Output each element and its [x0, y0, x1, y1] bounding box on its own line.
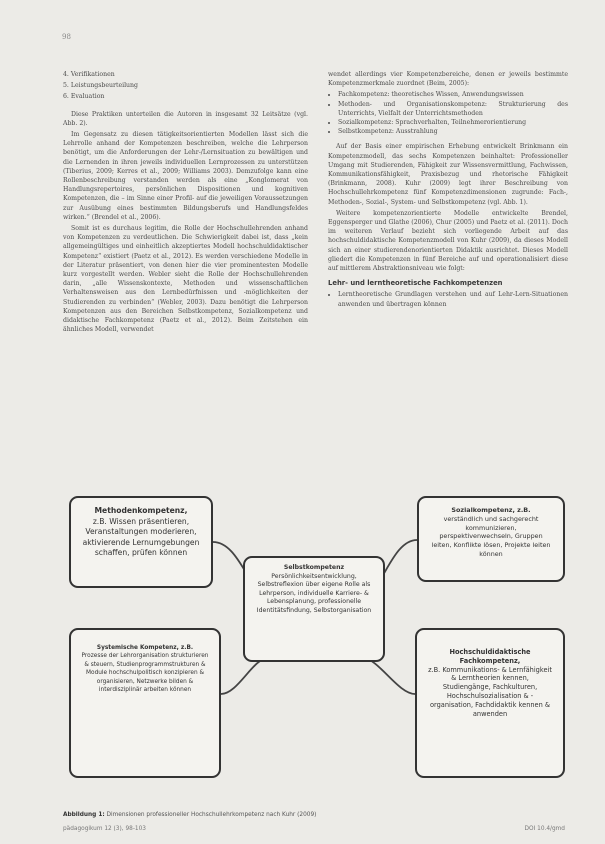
- caption-label: Abbildung 1:: [63, 812, 105, 818]
- list-item: • Lerntheoretische Grundlagen verstehen und auf Lehr-Lern-Situationen anwenden und übertragen können: [338, 290, 568, 308]
- box-body: z.B. Wissen präsentieren, Veranstaltungen moderieren, aktivierende Lernumgebungen schaffen, prüfen können: [82, 516, 200, 557]
- list-item: 4. Verifikationen: [63, 71, 115, 78]
- box-body: verständlich und sachgerecht kommunizieren, perspektivenwechseln, Gruppen leiten, Konflikte lösen, Projekte leiten können: [431, 514, 551, 558]
- systemische-kompetenz-box: [69, 628, 221, 778]
- box-title: Sozialkompetenz, z.B.: [451, 506, 531, 514]
- box-body: z.B. Kommunikations- & Lernfähigkeit & Lerntheorien kennen, Studiengänge, Fachkulturen, Hochschulsozialisation & -organisation, Fachdidaktik kennen & anwenden: [428, 665, 552, 718]
- paragraph: Weitere kompetenzorientierte Modelle entwickelte Brendel, Eggensperger und Glathe (2006), Chur (2005) und Paetz et al. (2011). Doch im weiteren Verlauf bezieht sich vorliegende Arbeit auf das hochschuldidaktische Kompetenzmodell von Kuhr (2009), da dieses Modell sich an einer studierendenorientierten Didaktik ausrichtet. Dieses Modell gliedert die Kompetenzen in fünf Bereiche auf und operationalisiert diese auf mittlerem Abstraktionsniveau wie folgt:: [328, 209, 568, 273]
- right-column: [328, 70, 568, 315]
- paragraph: wendet allerdings vier Kompetenzbereiche, denen er jeweils bestimmte Kompetenzmerkmale zuordnet (Beim, 2005):: [328, 71, 568, 88]
- caption-text: Dimensionen professioneller Hochschullehrkompetenz nach Kuhr (2009): [106, 812, 317, 818]
- paragraph: Somit ist es durchaus legitim, die Rolle der Hochschullehrenden anhand von Kompetenzen zu verdeutlichen. Die Schwierigkeit dabei ist, dass „kein allgemeingültiges und einheitlich akzeptiertes Modell hochschuldidaktischer Kompetenz“ existiert (Paetz et al., 2012). Es werden verschiedene Modelle in der Literatur präsentiert, von denen hier die vier prominentesten Modelle kurz vorgestellt werden. Webler sieht die Rolle der Hochschullehrenden darin, „alle Wissenskontexte, Methoden und wissenschaftlichen Verhaltensweisen aus den Lernbedürfnissen und -möglichkeiten der Studierenden zu verbinden“ (Webler, 2003). Dazu benötigt die Lehrperson Kompetenzen aus den Bereichen Selbstkompetenz, Sozialkompetenz und didaktische Fachkompetenz (Paetz et al., 2012). Beim Zeitstehen ein ähnliches Modell, verwendet: [63, 225, 308, 334]
- box-body: Persönlichkeitsentwicklung, Selbstreflexion über eigene Rolle als Lehrperson, individuelle Karriere- & Lebensplanung, professionelle Identitätsfindung, Selbstorganisation: [256, 572, 372, 614]
- bullet-list: [328, 290, 568, 308]
- competence-diagram: [63, 488, 568, 808]
- box-title: Systemische Kompetenz, z.B.: [96, 645, 194, 651]
- paragraph: Diese Praktiken unterteilen die Autoren in insgesamt 32 Leitsätze (vgl. Abb. 2).: [63, 110, 308, 127]
- bullet-list: [328, 90, 568, 136]
- paragraph: Im Gegensatz zu diesen tätigkeitsorientierten Modellen lässt sich die Lehrrolle anhand der Kompetenzen beschreiben, welche die Lehrperson benötigt, um die Anforderungen der Lehr-/Lernsituation zu bewältigen und die Lernenden in ihren jeweils individuellen Lernprozessen zu unterstützen (Tiberius, 2009; Kerres et al., 2009; Williams 2003). Demzufolge kann eine Rollenbeschreibung verstanden werden als eine „Konglomerat von Handlungsrepertoires, persönlichen Dispositionen und kognitiven Kompetenzen, die – im Sinne einer Profil- auf die jeweiligen Voraussetzungen zur Ausübung eines bestimmten Bildungsberufs und Handlungsfeldes wirken.“ (Brendel et al., 2006).: [63, 131, 308, 221]
- hochschuldidaktische-fachkompetenz-box: [415, 628, 565, 778]
- box-body: Prozesse der Lehrorganisation strukturieren & steuern, Studienprogrammstrukturen & Module hochschulpolitisch konzipieren & organisieren, Netzwerke bilden & interdisziplinär arbeiten können: [81, 653, 209, 694]
- figure-caption: [63, 812, 316, 818]
- box-title: Hochschuldidaktische Fachkompetenz,: [449, 648, 531, 665]
- box-title: Methodenkompetenz,: [94, 506, 188, 515]
- list-item: • Selbstkompetenz: Ausstrahlung: [338, 127, 568, 136]
- box-title: Selbstkompetenz: [283, 564, 345, 571]
- page-number: 98: [62, 33, 71, 41]
- list-item: 5. Leistungsbeurteilung: [63, 82, 138, 90]
- paragraph: Auf der Basis einer empirischen Erhebung entwickelt Brinkmann ein Kompetenzmodell, das sechs Kompetenzen beinhaltet: Professioneller Umgang mit Studierenden, Fähigkeit zur Wissensvermittlung, Fachwissen, Kommunikationsfähigkeit, Praxisbezug und rhetorische Fähigkeit (Brinkmann, 2008). Kuhr (2009) legt ihrer Beschreibung von Hochschullehrkompetenz fünf Kompetenzdimensionen zugrunde: Fach-, Methoden-, Sozial-, System- und Selbstkompetenz (vgl. Abb. 1).: [328, 143, 568, 206]
- left-column: [63, 70, 308, 336]
- methodenkompetenz-box: [69, 496, 213, 588]
- selbstkompetenz-box: [243, 556, 385, 662]
- sozialkompetenz-box: [417, 496, 565, 582]
- list-item: • Fachkompetenz: theoretisches Wissen, Anwendungswissen: [338, 90, 568, 99]
- list-item: 6. Evaluation: [63, 93, 105, 101]
- list-item: • Sozialkompetenz: Sprachverhalten, Teilnehmerorientierung: [338, 118, 568, 127]
- footer-doi: DOI 10.4/gmd: [524, 826, 565, 832]
- footer-citation: pädagogikum 12 (3), 98-103: [63, 826, 146, 832]
- section-heading: Lehr- und lerntheoretische Fachkompetenzen: [328, 279, 503, 288]
- list-item: • Methoden- und Organisationskompetenz: Strukturierung des Unterrichts, Vielfalt der Unterrichtsmethoden: [338, 100, 568, 118]
